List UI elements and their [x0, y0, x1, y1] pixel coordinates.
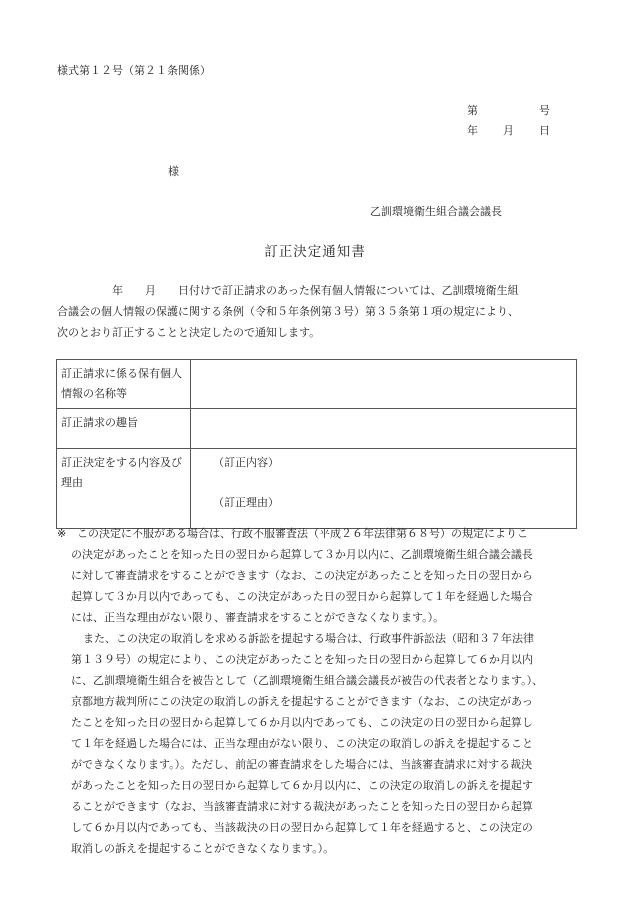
- intro-paragraph: [57, 280, 577, 343]
- row-label-info-name: 訂正請求に係る保有個人情報の名称等: [57, 360, 191, 409]
- row-label-decision: 訂正決定をする内容及び理由: [57, 449, 191, 529]
- date-day: 日: [539, 124, 550, 137]
- intro-line: 年 月 日付けで訂正請求のあった保有個人情報については、乙訓環境衛生組: [57, 284, 519, 297]
- table-row: [57, 409, 577, 449]
- note-line: 起算して３か月以内であっても、この決定があった日の翌日から起算して１年を経過した場合: [71, 590, 533, 603]
- note-line: があったことを知った日の翌日から起算して６か月以内に、この決定の取消しの訴えを提起す: [71, 779, 533, 792]
- number-suffix: 号: [539, 104, 550, 117]
- note-line: この決定に不服がある場合は、行政不服審査法（平成２６年法律第６８号）の規定によりこ: [77, 527, 528, 540]
- note-line: て１年を経過した場合には、正当な理由がない限り、この決定の取消しの訴えを提起すること: [71, 737, 533, 750]
- note-line: に対して審査請求をすることができます（なお、この決定があったことを知った日の翌日から: [71, 569, 533, 582]
- correction-content-label: （訂正内容）: [213, 456, 279, 469]
- issuer: 乙訓環境衛生組合議会議長: [370, 205, 502, 218]
- intro-line: 次のとおり訂正することと決定したので通知します。: [57, 326, 321, 339]
- row-label-purpose: 訂正請求の趣旨: [57, 409, 191, 449]
- note-line: 第１３９号）の規定により、この決定があったことを知った日の翌日から起算して６か月以内: [71, 653, 533, 666]
- note-line: に、乙訓環境衛生組合を被告として（乙訓環境衛生組合議会議長が被告の代表者となります。）、: [71, 674, 544, 687]
- page-title: 訂正決定通知書: [264, 244, 366, 260]
- table-row: [57, 360, 577, 409]
- note-line: ができなくなります。）。ただし、前記の審査請求をした場合には、当該審査請求に対する裁決: [71, 758, 533, 771]
- form-label: 様式第１２号（第２１条関係）: [57, 64, 211, 77]
- note-line: また、この決定の取消しを求める訴訟を提起する場合は、行政事件訴訟法（昭和３７年法律: [83, 632, 534, 645]
- note-line: の決定があったことを知った日の翌日から起算して３か月以内に、乙訓環境衛生組合議会議長: [71, 548, 533, 561]
- row-value-purpose: [191, 409, 577, 449]
- note-line: 京都地方裁判所にこの決定の取消しの訴えを提起することができます（なお、この決定があっ: [71, 695, 533, 708]
- note-mark: ※: [57, 527, 67, 540]
- number-prefix: 第: [467, 104, 478, 117]
- note-line: たことを知った日の翌日から起算して６か月以内であっても、この決定の日の翌日から起算し: [71, 716, 533, 729]
- date-year: 年: [467, 124, 478, 137]
- row-value-decision: [191, 449, 577, 529]
- table-row: [57, 449, 577, 529]
- row-value-info-name: [191, 360, 577, 409]
- addressee: 様: [168, 165, 179, 178]
- note-line: 取消しの訴えを提起することができなくなります。）。: [71, 842, 335, 855]
- note-line: して６か月以内であっても、当該裁決の日の翌日から起算して１年を経過すると、この決定の: [71, 821, 533, 834]
- correction-info-table: [56, 359, 577, 529]
- appeal-notice: [57, 523, 577, 859]
- note-line: ることができます（なお、当該審査請求に対する裁決があったことを知った日の翌日から起算: [71, 800, 533, 813]
- correction-reason-label: （訂正理由）: [213, 496, 279, 509]
- intro-line: 合議会の個人情報の保護に関する条例（令和５年条例第３号）第３５条第１項の規定により、: [57, 305, 519, 318]
- date-month: 月: [503, 124, 514, 137]
- note-line: には、正当な理由がない限り、審査請求をすることができなくなります。）。: [71, 611, 445, 624]
